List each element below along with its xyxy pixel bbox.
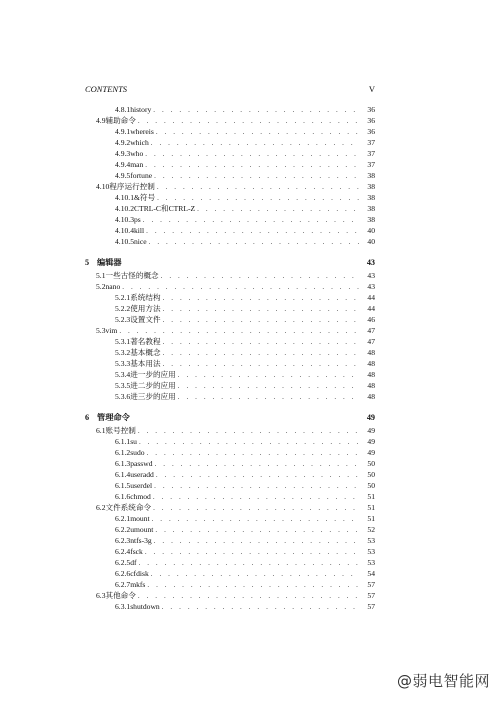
toc-entry-title: 进二步的应用	[130, 381, 176, 390]
toc-entry-number: 5.3.3	[115, 359, 131, 368]
toc-entry-page: 37	[367, 149, 375, 158]
toc-subsection-row[interactable]	[115, 137, 375, 148]
toc-entry-number: 5.3.1	[115, 337, 131, 346]
toc-entry-page: 54	[367, 569, 375, 578]
toc-entry-title: useradd	[130, 470, 154, 479]
toc-entry-title: vim	[105, 326, 118, 335]
toc-entry-page: 37	[367, 160, 375, 169]
toc-entry-number: 5.3.5	[115, 381, 131, 390]
toc-subsection-row[interactable]	[115, 336, 375, 347]
toc-leader-dots	[162, 602, 359, 613]
toc-entry-title: 编辑器	[97, 258, 122, 267]
toc-subsection-row[interactable]	[115, 303, 375, 314]
toc-entry-number: 4.10.3	[115, 215, 134, 224]
toc-entry-page: 57	[367, 591, 375, 600]
toc-subsection-row[interactable]	[115, 314, 375, 325]
toc-entry-title: 系统结构	[130, 293, 161, 302]
toc-entry-page: 48	[367, 381, 375, 390]
toc-entry-page: 49	[367, 448, 375, 457]
toc-subsection-row[interactable]	[115, 491, 375, 502]
toc-entry-title: sudo	[130, 448, 145, 457]
toc-entry-number: 6.3	[96, 591, 106, 600]
toc-entry-number: 5	[85, 258, 90, 267]
toc-entry-page: 44	[367, 293, 375, 302]
toc-section-row[interactable]	[96, 270, 375, 281]
toc-entry-page: 48	[367, 348, 375, 357]
toc-entry-title: shutdown	[130, 602, 160, 611]
toc-entry-title: mount	[130, 514, 150, 523]
toc-entry-page: 50	[367, 459, 375, 468]
toc-entry-page: 49	[366, 413, 375, 422]
toc-entry-page: 46	[367, 315, 375, 324]
toc-subsection-row[interactable]	[115, 347, 375, 358]
toc-entry-title: 文件系统命令	[105, 503, 152, 512]
toc-subsection-row[interactable]	[115, 159, 375, 170]
toc-entry-number: 4.10.4	[115, 226, 134, 235]
toc-section-row[interactable]	[96, 590, 375, 601]
toc-entry-page: 47	[367, 337, 375, 346]
toc-entry-page: 43	[366, 258, 375, 267]
toc-subsection-row[interactable]	[115, 380, 375, 391]
toc-entry-title: userdel	[130, 481, 153, 490]
toc-entry-page: 38	[367, 182, 375, 191]
toc-entry-title: 进一步的应用	[130, 370, 176, 379]
toc-entry-number: 6.2.7	[115, 580, 131, 589]
toc-entry-number: 6	[85, 413, 90, 422]
toc-entry-title: 进三步的应用	[130, 392, 176, 401]
toc-chapter-row[interactable]	[85, 257, 375, 268]
toc-entry-title: man	[130, 160, 144, 169]
toc-entry-page: 38	[367, 204, 375, 213]
toc-entry-title: fortune	[130, 171, 153, 180]
running-header	[85, 84, 375, 96]
toc-subsection-row[interactable]	[115, 192, 375, 203]
toc-entry-number: 6.1.3	[115, 459, 131, 468]
toc-subsection-row[interactable]	[115, 568, 375, 579]
toc-entry-title: nice	[133, 237, 147, 246]
toc-entry-number: 6.2.4	[115, 547, 131, 556]
toc-entry-page: 36	[367, 127, 375, 136]
toc-entry-number: 5.2	[96, 282, 106, 291]
toc-entry-title: kill	[133, 226, 145, 235]
toc-entry-number: 6.1.6	[115, 492, 131, 501]
toc-entry-number: 6.3.1	[115, 602, 131, 611]
toc-entry-page: 48	[367, 392, 375, 401]
toc-entry-number: 6.2.6	[115, 569, 131, 578]
toc-entry-page: 57	[367, 602, 375, 611]
toc-subsection-row[interactable]	[115, 524, 375, 535]
toc-entry-page: 47	[367, 326, 375, 335]
toc-entry-number: 5.3.6	[115, 392, 131, 401]
toc-entry-number: 4.9.4	[115, 160, 131, 169]
toc-entry-title: which	[130, 138, 149, 147]
toc-subsection-row[interactable]	[115, 148, 375, 159]
toc-entry-title: chmod	[130, 492, 151, 501]
toc-subsection-row[interactable]	[115, 535, 375, 546]
toc-entry-number: 5.3.2	[115, 348, 131, 357]
toc-entry-page: 38	[367, 171, 375, 180]
toc-entry-number: 6.2.2	[115, 525, 131, 534]
toc-subsection-row[interactable]	[115, 236, 375, 247]
toc-section-row[interactable]	[96, 181, 375, 192]
toc-entry-title: 设置文件	[130, 315, 161, 324]
toc-section-row[interactable]	[96, 502, 375, 513]
toc-subsection-row[interactable]	[115, 358, 375, 369]
toc-entry-page: 51	[367, 503, 375, 512]
toc-entry-page: 38	[367, 193, 375, 202]
toc-entry-page: 52	[367, 525, 375, 534]
toc-entry-title: 基本概念	[130, 348, 161, 357]
toc-entry-page: 50	[367, 481, 375, 490]
toc-entry-number: 6.1.2	[115, 448, 131, 457]
toc-subsection-row[interactable]	[115, 469, 375, 480]
toc-subsection-row[interactable]	[115, 391, 375, 402]
toc-subsection-row[interactable]	[115, 369, 375, 380]
toc-subsection-row[interactable]	[115, 104, 375, 115]
watermark: @弱电智能网	[396, 672, 490, 690]
toc-entry-page: 40	[367, 237, 375, 246]
toc-entry-number: 5.2.1	[115, 293, 131, 302]
toc-entry-title: passwd	[130, 459, 153, 468]
toc-subsection-row[interactable]	[115, 480, 375, 491]
toc-entry-number: 4.9.1	[115, 127, 131, 136]
toc-entry-title: ps	[133, 215, 141, 224]
toc-entry-page: 44	[367, 304, 375, 313]
toc-section-row[interactable]	[96, 325, 375, 336]
toc-leader-dots	[149, 237, 359, 248]
toc-entry-title: CTRL-C和CTRL-Z	[133, 204, 196, 213]
toc-entry-page: 50	[367, 470, 375, 479]
toc-entry-number: 5.2.2	[115, 304, 131, 313]
toc-entry-page: 36	[367, 105, 375, 114]
toc-entry-title: 基本用法	[130, 359, 161, 368]
header-page-number: V	[368, 84, 375, 94]
toc-entry-number: 4.8.1	[115, 105, 131, 114]
toc-entry-number: 4.10.1	[115, 193, 134, 202]
toc-entry-title: 程序运行控制	[109, 182, 155, 191]
toc-entry-number: 5.3	[96, 326, 106, 335]
toc-entry-title: fsck	[130, 547, 143, 556]
header-chapter-title: CONTENTS	[85, 84, 128, 94]
toc-subsection-row[interactable]	[115, 579, 375, 590]
toc-entry-number: 6.2.1	[115, 514, 131, 523]
toc-entry-page: 53	[367, 547, 375, 556]
toc-entry-page: 43	[367, 282, 375, 291]
toc-entry-page: 51	[367, 492, 375, 501]
toc-subsection-row[interactable]	[115, 292, 375, 303]
toc-entry-title: 其他命令	[105, 591, 136, 600]
toc-entry-title: su	[130, 437, 137, 446]
toc-entry-title: 管理命令	[97, 413, 130, 422]
toc-entry-number: 5.1	[96, 271, 106, 280]
toc-entry-number: 4.9.3	[115, 149, 131, 158]
toc-entry-title: mkfs	[130, 580, 146, 589]
toc-section-row[interactable]	[96, 281, 375, 292]
toc-entry-page: 38	[367, 215, 375, 224]
toc-entry-page: 53	[367, 536, 375, 545]
toc-subsection-row[interactable]	[115, 170, 375, 181]
toc-entry-title: whereis	[130, 127, 154, 136]
toc-entry-number: 6.1	[96, 426, 106, 435]
toc-entry-page: 51	[367, 514, 375, 523]
toc-entry-page: 49	[367, 426, 375, 435]
toc-entry-page: 37	[367, 138, 375, 147]
toc-entry-title: who	[130, 149, 144, 158]
toc-entry-page: 53	[367, 558, 375, 567]
toc-entry-title: 辅助命令	[105, 116, 136, 125]
toc-entry-number: 4.10	[96, 182, 110, 191]
toc-subsection-row[interactable]	[115, 513, 375, 524]
toc-entry-title: df	[130, 558, 137, 567]
toc-leader-dots	[178, 392, 359, 403]
toc-entry-number: 6.2.5	[115, 558, 131, 567]
toc-entry-page: 40	[367, 226, 375, 235]
toc-entry-page: 43	[367, 271, 375, 280]
toc-entry-number: 6.2.3	[115, 536, 131, 545]
toc-entry-title: 著名教程	[130, 337, 161, 346]
toc-entry-title: &符号	[133, 193, 156, 202]
toc-section-row[interactable]	[96, 115, 375, 126]
toc-subsection-row[interactable]	[115, 458, 375, 469]
toc-subsection-row[interactable]	[115, 601, 375, 612]
toc-entry-page: 36	[367, 116, 375, 125]
toc-subsection-row[interactable]	[115, 126, 375, 137]
toc-section-row[interactable]	[96, 425, 375, 436]
toc-entry-number: 5.3.4	[115, 370, 131, 379]
toc-subsection-row[interactable]	[115, 225, 375, 236]
toc-subsection-row[interactable]	[115, 447, 375, 458]
toc-entry-number: 5.2.3	[115, 315, 131, 324]
toc-entry-title: 一些古怪的概念	[105, 271, 159, 280]
toc-entry-title: 使用方法	[130, 304, 161, 313]
toc-subsection-row[interactable]	[115, 546, 375, 557]
toc-entry-number: 4.9.5	[115, 171, 131, 180]
toc-entry-number: 4.9	[96, 116, 106, 125]
toc-chapter-row[interactable]	[85, 412, 375, 423]
toc-entry-number: 6.1.1	[115, 437, 131, 446]
toc-entry-title: ntfs-3g	[130, 536, 152, 545]
toc-entry-page: 49	[367, 437, 375, 446]
toc-entry-page: 48	[367, 370, 375, 379]
toc-entry-title: cfdisk	[130, 569, 149, 578]
toc-subsection-row[interactable]	[115, 214, 375, 225]
toc-entry-page: 48	[367, 359, 375, 368]
toc-subsection-row[interactable]	[115, 436, 375, 447]
toc-entry-number: 6.2	[96, 503, 106, 512]
toc-entry-title: 账号控制	[105, 426, 136, 435]
toc-entry-number: 6.1.4	[115, 470, 131, 479]
toc-entry-number: 6.1.5	[115, 481, 131, 490]
toc-subsection-row[interactable]	[115, 557, 375, 568]
toc-entry-page: 57	[367, 580, 375, 589]
toc-entry-number: 4.10.2	[115, 204, 134, 213]
toc-entry-title: nano	[105, 282, 121, 291]
toc-entry-title: umount	[130, 525, 154, 534]
toc-subsection-row[interactable]	[115, 203, 375, 214]
toc-entry-number: 4.9.2	[115, 138, 131, 147]
toc-entry-number: 4.10.5	[115, 237, 134, 246]
toc-entry-title: history	[130, 105, 152, 114]
